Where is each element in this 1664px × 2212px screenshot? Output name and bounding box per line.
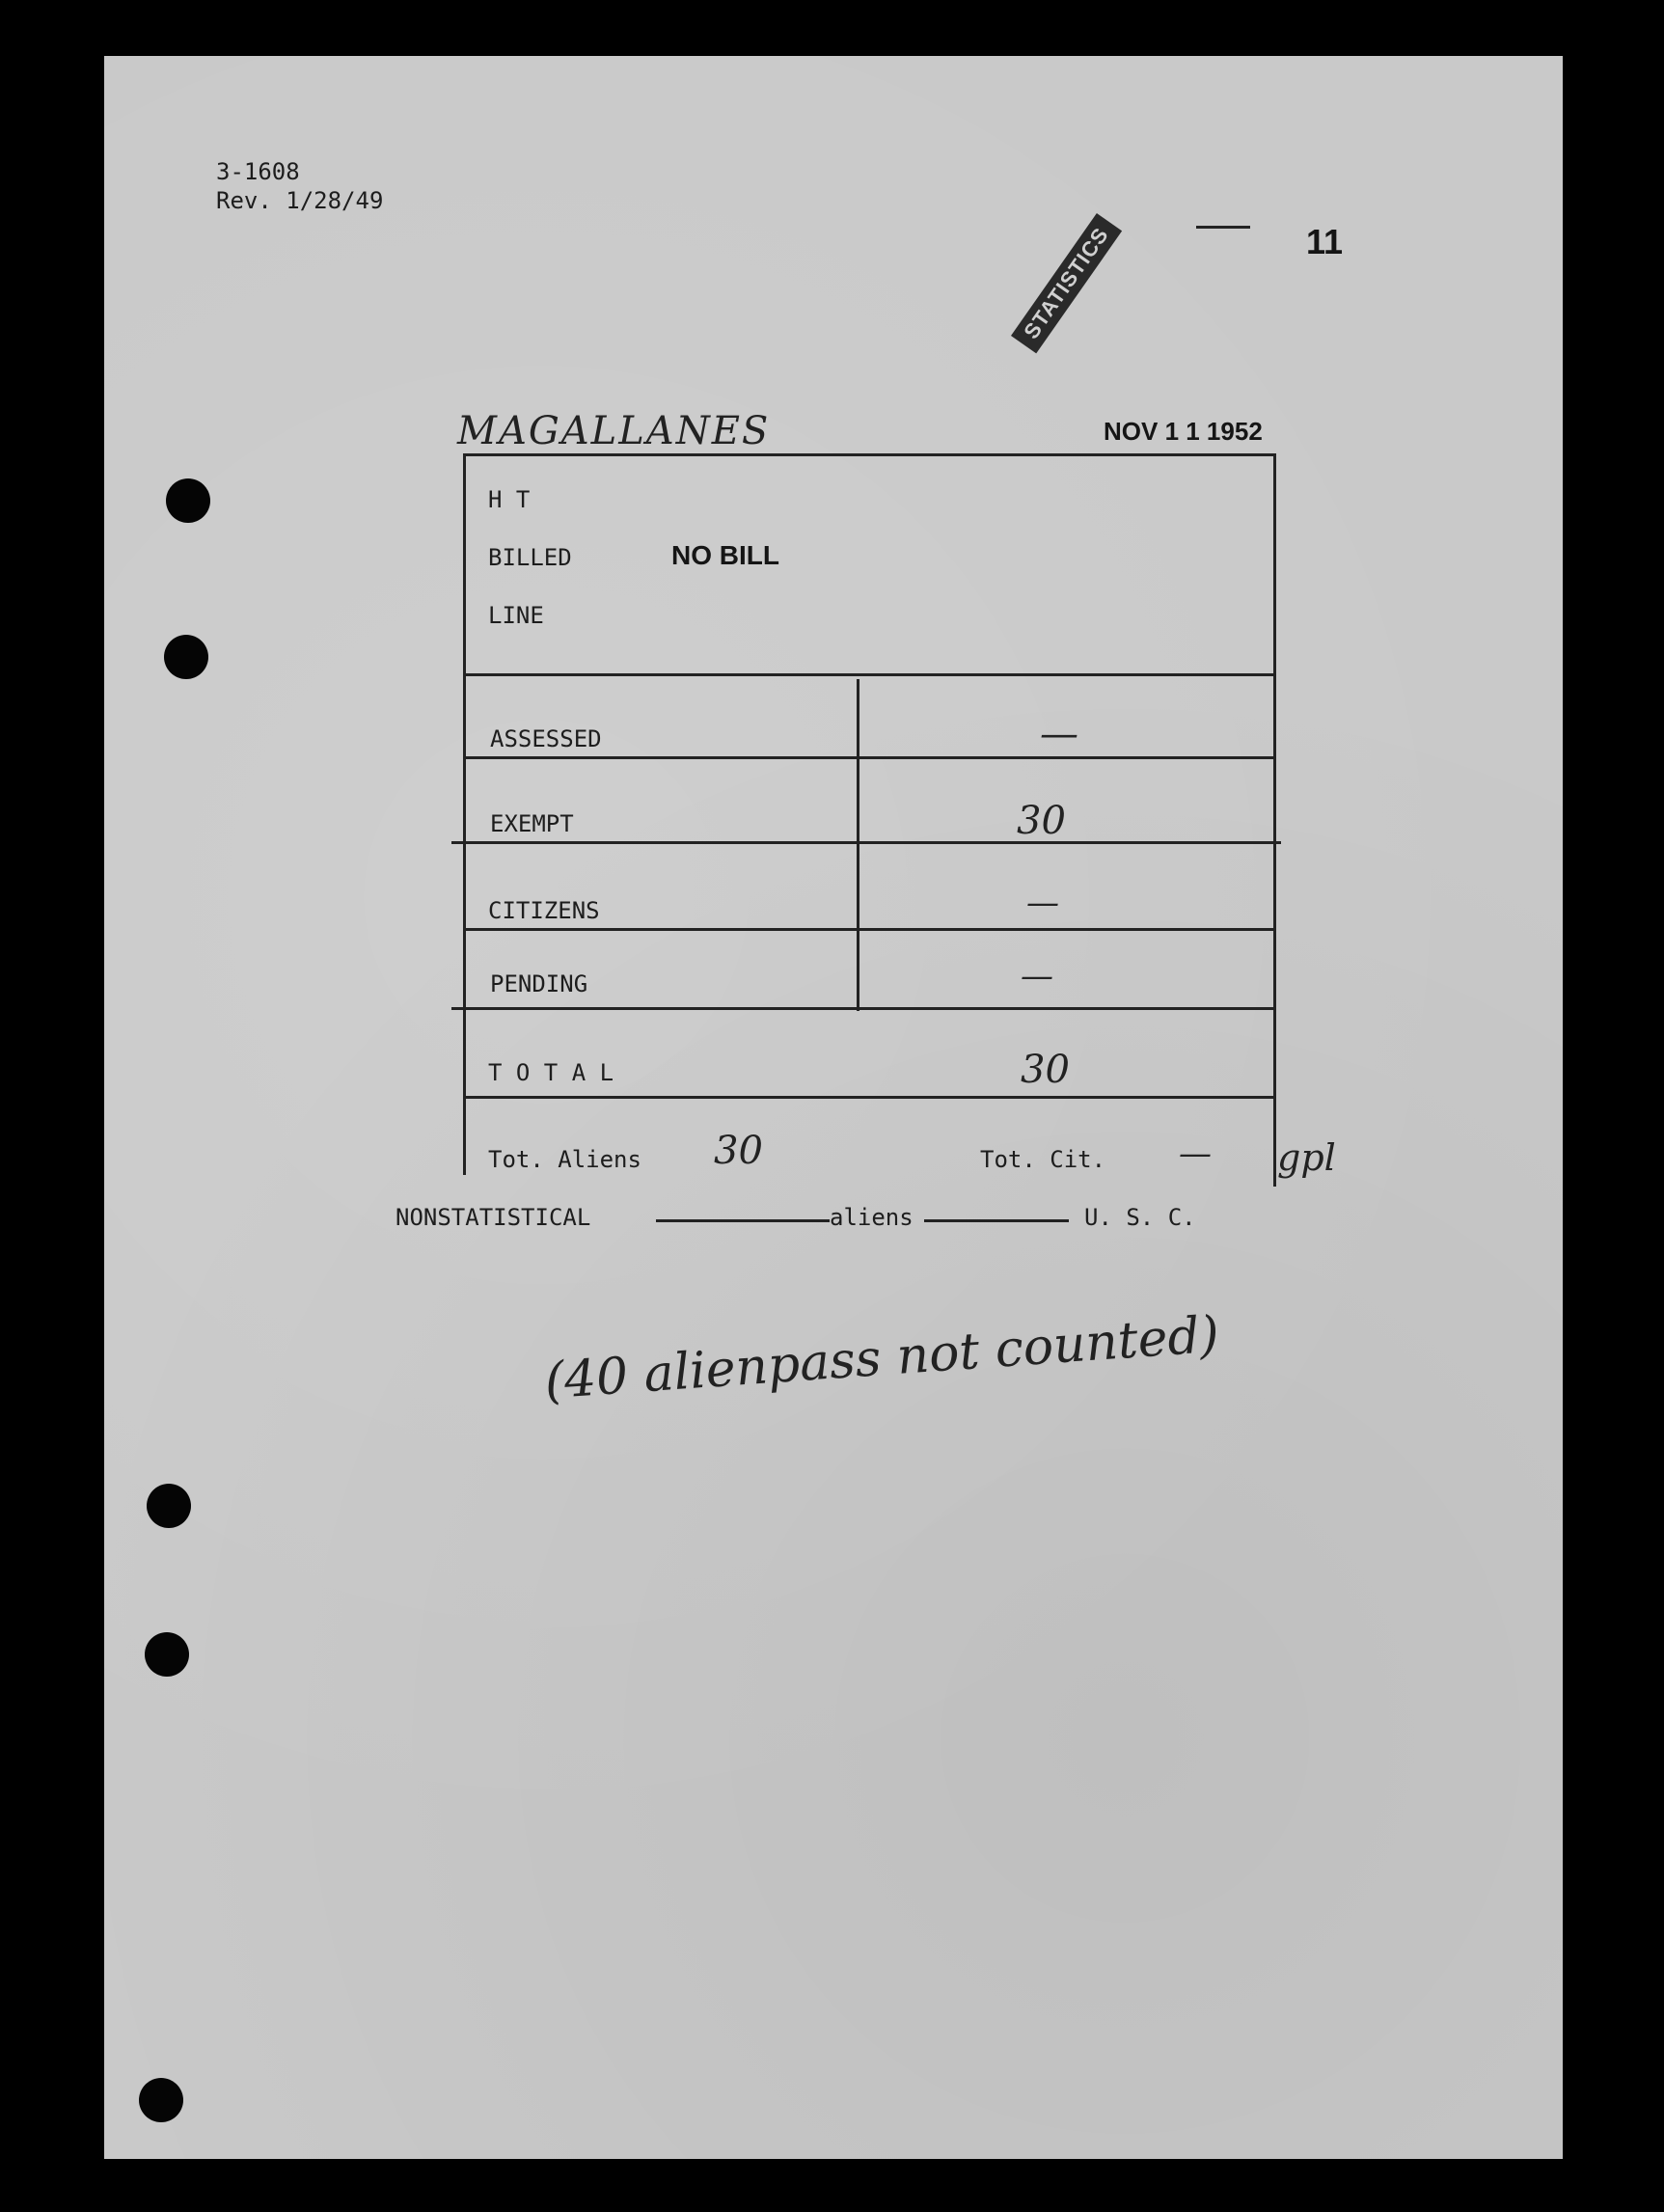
row-label-citizens: CITIZENS — [488, 897, 600, 924]
row-label-assessed: ASSESSED — [490, 725, 602, 752]
row-label-pending: PENDING — [490, 970, 588, 997]
row-divider — [463, 928, 1275, 931]
statistics-stamp: STATISTICS — [1011, 213, 1122, 353]
vessel-name: MAGALLANES — [457, 409, 771, 453]
punch-hole — [164, 635, 208, 679]
tot-aliens-label: Tot. Aliens — [488, 1146, 641, 1173]
row-divider — [451, 1007, 1275, 1010]
tot-cit-value: — — [1179, 1134, 1212, 1173]
header-divider — [463, 673, 1275, 676]
punch-hole — [166, 478, 210, 523]
initials: gpl — [1277, 1136, 1336, 1179]
nonstatistical-blank-2 — [924, 1219, 1069, 1222]
row-label-exempt: EXEMPT — [490, 810, 574, 837]
ht-label: H T — [488, 486, 531, 513]
nonstatistical-label: NONSTATISTICAL — [396, 1204, 591, 1231]
box-right-border — [1273, 453, 1276, 1187]
total-value: 30 — [1021, 1048, 1070, 1092]
box-left-border — [463, 453, 466, 1175]
line-label: LINE — [488, 602, 544, 629]
form-number: 3-1608 — [216, 158, 300, 185]
tot-aliens-value: 30 — [714, 1129, 763, 1173]
billed-label: BILLED — [488, 544, 572, 571]
row-value-assessed: — — [1040, 712, 1078, 756]
column-divider — [857, 679, 859, 1011]
row-value-citizens: — — [1026, 884, 1059, 922]
handwritten-note: (40 alienpass not counted) — [542, 1305, 1221, 1411]
row-divider — [463, 1096, 1275, 1099]
form-revision: Rev. 1/28/49 — [216, 187, 384, 214]
nonstatistical-aliens-label: aliens — [830, 1204, 914, 1231]
nonstatistical-usc-label: U. S. C. — [1084, 1204, 1196, 1231]
document-page — [104, 56, 1563, 2159]
punch-hole — [139, 2078, 183, 2122]
row-value-exempt: 30 — [1017, 799, 1066, 843]
tot-cit-label: Tot. Cit. — [980, 1146, 1106, 1173]
total-label: T O T A L — [488, 1059, 614, 1086]
page-mark-dash — [1196, 226, 1250, 229]
punch-hole — [145, 1632, 189, 1677]
row-divider — [451, 841, 1281, 844]
box-top-border — [463, 453, 1275, 456]
row-divider — [463, 756, 1275, 759]
page-number: 11 — [1306, 222, 1344, 261]
nonstatistical-blank-1 — [656, 1219, 830, 1222]
billed-value: NO BILL — [671, 540, 779, 570]
row-value-pending: — — [1021, 957, 1053, 996]
punch-hole — [147, 1484, 191, 1528]
date-stamp: NOV 1 1 1952 — [1104, 417, 1263, 446]
